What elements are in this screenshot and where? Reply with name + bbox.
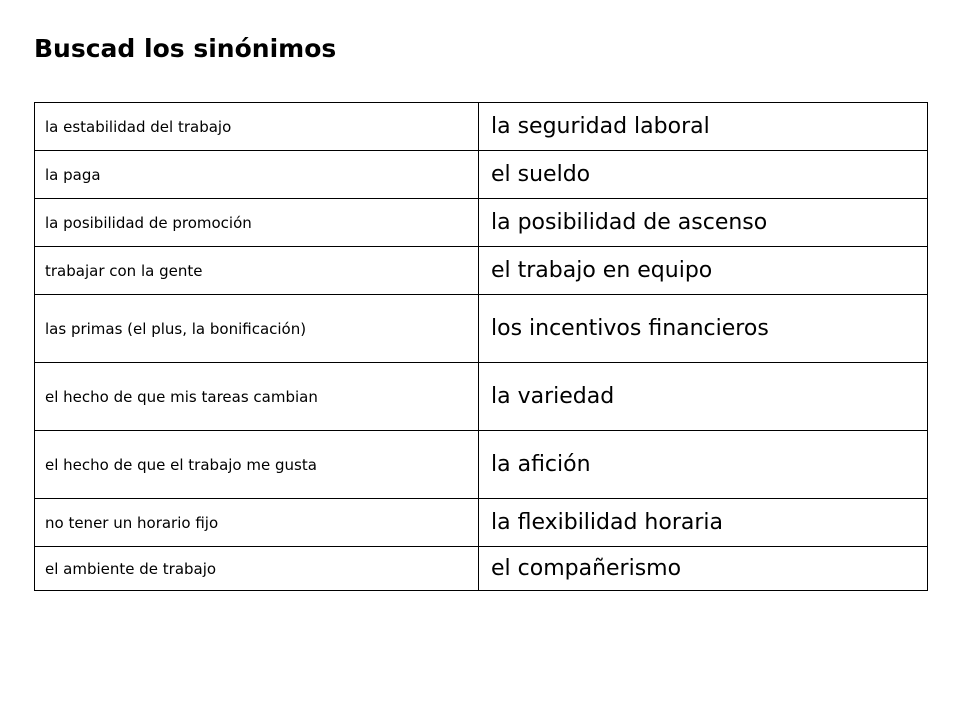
table-row [35,103,928,151]
synonym-cell: la seguridad laboral [479,103,928,151]
synonym-cell: el sueldo [479,151,928,199]
table-row [35,247,928,295]
synonym-cell: la afición [479,431,928,499]
synonym-cell: el compañerismo [479,547,928,591]
synonym-cell: los incentivos financieros [479,295,928,363]
term-cell: la paga [35,151,479,199]
synonym-cell: la posibilidad de ascenso [479,199,928,247]
table-row [35,431,928,499]
synonym-cell: el trabajo en equipo [479,247,928,295]
synonym-cell: la variedad [479,363,928,431]
table-row [35,547,928,591]
term-cell: las primas (el plus, la bonificación) [35,295,479,363]
term-cell: el hecho de que el trabajo me gusta [35,431,479,499]
synonyms-table [34,102,928,591]
term-cell: trabajar con la gente [35,247,479,295]
term-cell: no tener un horario fijo [35,499,479,547]
term-cell: la estabilidad del trabajo [35,103,479,151]
table-row [35,363,928,431]
table-row [35,295,928,363]
table-row [35,151,928,199]
synonym-cell: la flexibilidad horaria [479,499,928,547]
term-cell: el ambiente de trabajo [35,547,479,591]
term-cell: la posibilidad de promoción [35,199,479,247]
table-row [35,499,928,547]
term-cell: el hecho de que mis tareas cambian [35,363,479,431]
page-title: Buscad los sinónimos [34,34,337,63]
table-row [35,199,928,247]
